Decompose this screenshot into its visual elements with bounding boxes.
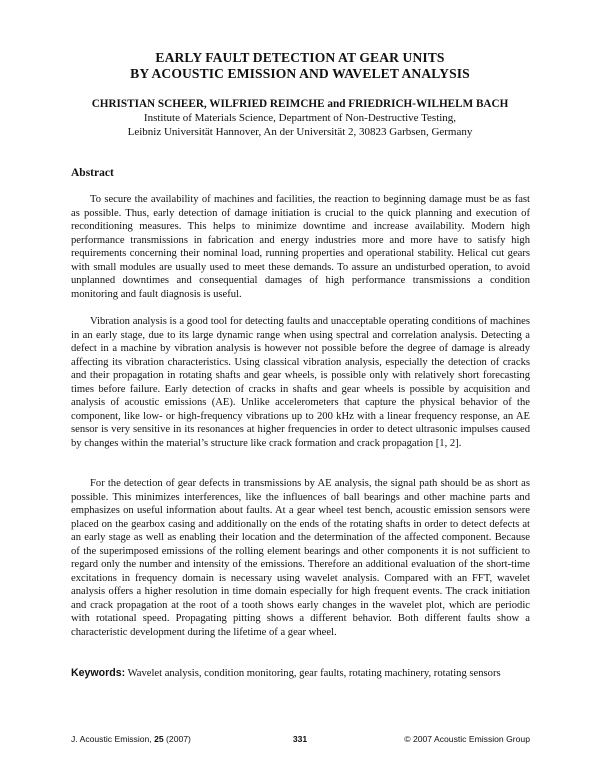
abstract-paragraph-3: For the detection of gear defects in transmissions by AE analysis, the signal path should be as short as possible. This minimizes interferences, like the influences of ball bearings and other machine parts and emphasizes on useful information about faults. At a gear wheel test bench, acoustic emission sensors were placed on the gearbox casing and additionally on the ends of the rotating shafts in order to detect defects at an early stage as well as enabling their location and the determination of the affected component. Because of the superimposed emissions of the rolling element bearings and other components it is not sufficient to regard only the number and intensity of the emissions. Therefore an additional evaluation of the short-time excitations in frequency domain is necessary using wavelet analysis. Compared with an FFT, wavelet analysis offers a higher resolution in time domain especially for high frequent events. The crack initiation and crack propagation at the root of a tooth shows early changes in the wavelet plot, which are periodic with rotational speed. Propagating pitting shows a different behavior. Both different faults show a characteristic development during the lifetime of a gear wheel.	[71, 478, 530, 638]
keywords-label: Keywords:	[71, 667, 126, 679]
footer-journal-name: J. Acoustic Emission,	[71, 734, 155, 744]
title-line-2: BY ACOUSTIC EMISSION AND WAVELET ANALYSIS	[130, 66, 470, 81]
abstract-heading: Abstract	[71, 167, 114, 179]
paper-title	[60, 50, 540, 82]
page-number: 331	[292, 734, 308, 744]
affiliation-line-1: Institute of Materials Science, Department of Non-Destructive Testing,	[143, 112, 457, 124]
keywords-text: Wavelet analysis, condition monitoring, gear faults, rotating machinery, rotating sensors	[125, 668, 501, 679]
affiliation-line-2: Leibniz Universität Hannover, An der Universität 2, 30823 Garbsen, Germany	[127, 126, 473, 138]
keywords	[71, 667, 530, 681]
abstract-paragraph-1: To secure the availability of machines and facilities, the reaction to beginning damage must be as fast as possible. Thus, early detection of damage initiation is crucial to the quick planning and execution of reconditioning measures. This helps to minimize downtime and increase availability. Modern high performance transmissions in fabrication and energy industries more and more have to satisfy high requirements concerning their nominal load, running properties and operational stability. Helical cut gears with small modules are usually used to meet these demands. To assure an undisturbed operation, to avoid unplanned downtimes and consequential damages of high performance transmissions a condition monitoring and fault diagnosis is useful.	[71, 194, 530, 300]
footer-year: (2007)	[163, 734, 191, 744]
authors: CHRISTIAN SCHEER, WILFRIED REIMCHE and FRIEDRICH-WILHELM BACH	[91, 98, 509, 110]
footer-copyright: © 2007 Acoustic Emission Group	[404, 734, 530, 744]
abstract-paragraph-2: Vibration analysis is a good tool for detecting faults and unacceptable operating conditions of machines in an early stage, due to its large dynamic range when using spectral and correlation analysis. Detecting a defect in a machine by vibration analysis is however not possible before the degree of damage is already affecting its vibration characteristics. Using classical vibration analysis, especially the detection of cracks and their propagation in rotating shafts and gear wheels, is possible only with relatively short forecasting times before failure. Early detection of cracks in shafts and gear wheels is possible by acquisition and analysis of acoustic emissions (AE). Unlike accelerometers that capture the physical behavior of the component, like low- or high-frequency vibrations up to 200 kHz with a linear frequency response, an AE sensor is very sensitive in its resonances at higher frequencies in order to detect ultrasonic impulses caused by changes within the material’s structure like crack formation and crack propagation [1, 2].	[71, 316, 530, 449]
title-line-1: EARLY FAULT DETECTION AT GEAR UNITS	[155, 50, 445, 65]
footer-volume: 25	[154, 734, 164, 744]
